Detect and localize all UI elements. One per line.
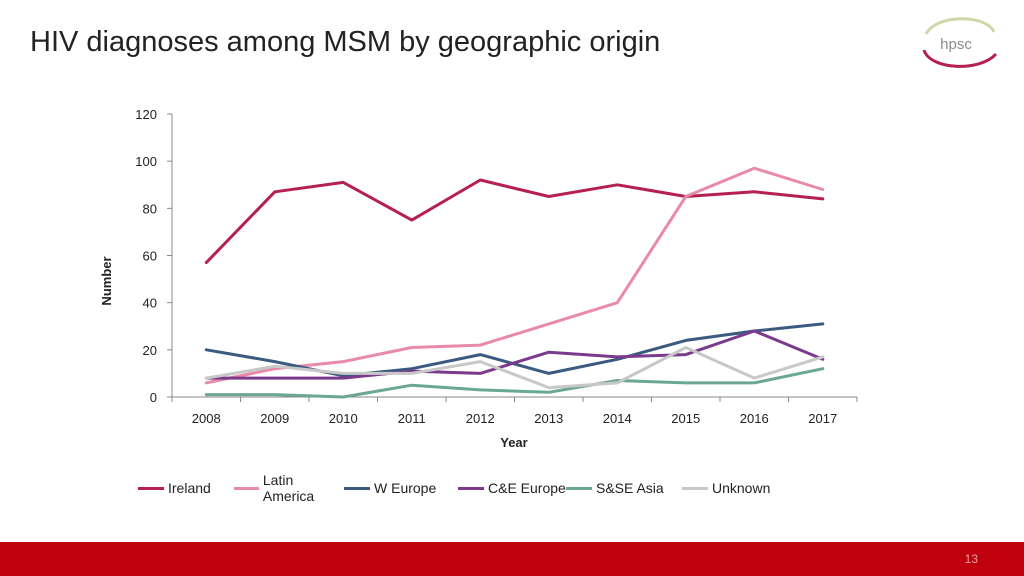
x-axis-label: Year bbox=[500, 435, 528, 450]
series-line-ireland bbox=[206, 180, 823, 263]
x-tick-label: 2010 bbox=[328, 411, 358, 426]
page-number: 13 bbox=[964, 552, 978, 566]
x-tick-label: 2015 bbox=[671, 411, 701, 426]
legend-swatch bbox=[138, 487, 164, 490]
chart-legend bbox=[138, 472, 771, 504]
x-tick-label: 2009 bbox=[260, 411, 290, 426]
y-tick-label: 0 bbox=[149, 390, 157, 405]
footer-bar bbox=[0, 542, 1024, 576]
legend-label: S&SE Asia bbox=[596, 480, 664, 496]
legend-label: Latin America bbox=[262, 472, 315, 504]
chart-series bbox=[206, 168, 823, 397]
legend-item-ireland bbox=[138, 480, 234, 496]
x-tick-label: 2013 bbox=[534, 411, 564, 426]
legend-label: C&E Europe bbox=[488, 480, 566, 496]
y-tick-label: 20 bbox=[142, 342, 157, 358]
x-tick-label: 2014 bbox=[602, 411, 632, 426]
legend-item-c-e-europe bbox=[458, 480, 566, 496]
y-axis-label: Number bbox=[99, 256, 114, 306]
logo-text: hpsc bbox=[940, 36, 972, 53]
legend-label: Unknown bbox=[712, 480, 771, 496]
legend-swatch bbox=[682, 487, 708, 490]
x-tick-label: 2008 bbox=[191, 411, 221, 426]
legend-item-w-europe bbox=[344, 480, 458, 496]
legend-swatch bbox=[566, 487, 592, 490]
legend-swatch bbox=[234, 487, 259, 490]
x-tick-label: 2011 bbox=[397, 411, 426, 426]
legend-item-s-se-asia bbox=[566, 480, 682, 496]
slide-title: HIV diagnoses among MSM by geographic origin bbox=[30, 26, 661, 58]
legend-label: W Europe bbox=[374, 480, 437, 496]
y-tick-label: 60 bbox=[142, 248, 157, 264]
legend-swatch bbox=[458, 487, 484, 490]
legend-item-latin-america bbox=[234, 472, 344, 504]
y-tick-label: 100 bbox=[135, 154, 157, 170]
series-line-s-se-asia bbox=[206, 369, 823, 397]
y-tick-label: 80 bbox=[142, 201, 157, 217]
series-line-c-e-europe bbox=[206, 331, 823, 378]
y-tick-label: 40 bbox=[142, 295, 157, 311]
x-tick-label: 2012 bbox=[465, 411, 495, 426]
x-tick-label: 2017 bbox=[808, 411, 838, 426]
legend-label: Ireland bbox=[168, 480, 211, 496]
y-tick-label: 120 bbox=[135, 107, 157, 122]
series-line-latin-america bbox=[206, 168, 823, 383]
legend-swatch bbox=[344, 487, 370, 490]
legend-item-unknown bbox=[682, 480, 770, 496]
x-tick-label: 2016 bbox=[739, 411, 769, 426]
